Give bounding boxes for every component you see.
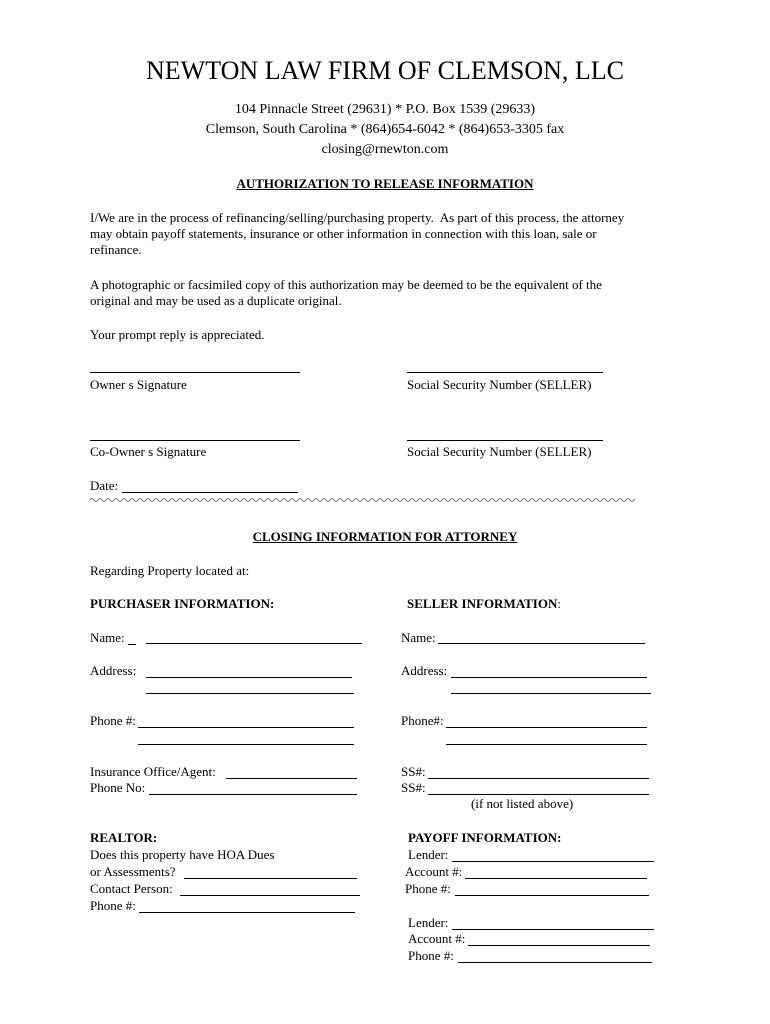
address-line: 104 Pinnacle Street (29631) * P.O. Box 1539 (29633) <box>234 102 536 117</box>
date-line[interactable] <box>122 492 298 493</box>
insurance-agent-field[interactable] <box>226 778 357 779</box>
payoff-heading: PAYOFF INFORMATION: <box>408 830 562 845</box>
seller-ss1-label: SS#: <box>401 764 426 779</box>
purchaser-name-field[interactable] <box>146 643 362 644</box>
realtor-heading: REALTOR: <box>90 830 158 845</box>
closing-heading: CLOSING INFORMATION FOR ATTORNEY <box>252 529 518 544</box>
lender1-field[interactable] <box>452 861 654 862</box>
seller-ss2-field[interactable] <box>428 794 649 795</box>
phone1-label: Phone #: <box>405 881 451 896</box>
authorization-heading: AUTHORIZATION TO RELEASE INFORMATION <box>236 176 534 191</box>
account1-field[interactable] <box>465 878 647 879</box>
account2-field[interactable] <box>468 945 650 946</box>
seller-phone-field-1[interactable] <box>446 727 647 728</box>
hoa-line2: or Assessments? <box>90 864 176 879</box>
seller-address-label: Address: <box>401 663 448 678</box>
ssn-line-1[interactable] <box>407 372 603 373</box>
realtor-phone-label: Phone #: <box>90 898 136 913</box>
seller-phone-field-2[interactable] <box>446 744 647 745</box>
not-listed-note: (if not listed above) <box>471 796 574 811</box>
seller-address-field-1[interactable] <box>451 677 647 678</box>
phone2-label: Phone #: <box>408 948 454 963</box>
date-label: Date: <box>90 478 119 493</box>
wavy-divider <box>90 497 635 503</box>
ssn-label-2: Social Security Number (SELLER) <box>407 444 592 459</box>
contact-person-field[interactable] <box>180 895 360 896</box>
purchaser-phone-label: Phone #: <box>90 713 136 728</box>
coowner-signature-label: Co-Owner s Signature <box>90 444 207 459</box>
email: closing@rnewton.com <box>321 142 449 157</box>
realtor-phone-field[interactable] <box>139 912 355 913</box>
purchaser-phone-field-1[interactable] <box>138 727 354 728</box>
seller-name-field[interactable] <box>438 643 645 644</box>
purchaser-address-field-2[interactable] <box>146 693 354 694</box>
seller-heading-colon: : <box>557 596 561 611</box>
insurance-agent-label: Insurance Office/Agent: <box>90 764 216 779</box>
para2-line1: A photographic or facsimiled copy of this authorization may be deemed to be the equivalent of the <box>90 277 602 292</box>
account2-label: Account #: <box>408 931 466 946</box>
lender1-label: Lender: <box>408 847 449 862</box>
para1-line3: refinance. <box>90 242 142 257</box>
ssn-line-2[interactable] <box>407 440 603 441</box>
coowner-signature-line[interactable] <box>90 440 300 441</box>
seller-phone-label: Phone#: <box>401 713 444 728</box>
property-label: Regarding Property located at: <box>90 563 250 578</box>
purchaser-heading: PURCHASER INFORMATION: <box>90 596 275 611</box>
phone1-field[interactable] <box>455 895 649 896</box>
insurance-phone-field[interactable] <box>149 794 357 795</box>
purchaser-phone-field-2[interactable] <box>138 744 354 745</box>
purchaser-name-label: Name: <box>90 630 125 645</box>
para1-line1: I/We are in the process of refinancing/selling/purchasing property. As part of this process, the attorney <box>90 210 625 225</box>
account1-label: Account #: <box>405 864 463 879</box>
hoa-line1: Does this property have HOA Dues <box>90 847 275 862</box>
hoa-field[interactable] <box>184 878 357 879</box>
seller-name-label: Name: <box>401 630 436 645</box>
para2-line2: original and may be used as a duplicate original. <box>90 293 342 308</box>
owner-signature-line[interactable] <box>90 372 300 373</box>
ssn-label-1: Social Security Number (SELLER) <box>407 377 592 392</box>
seller-address-field-2[interactable] <box>451 693 651 694</box>
phone2-field[interactable] <box>458 962 652 963</box>
para1-line2: may obtain payoff statements, insurance or other information in connection with this loan, sale or <box>90 226 597 241</box>
contact-line: Clemson, South Carolina * (864)654-6042 * (864)653-3305 fax <box>205 122 565 137</box>
owner-signature-label: Owner s Signature <box>90 377 187 392</box>
firm-name: NEWTON LAW FIRM OF CLEMSON, LLC <box>146 56 624 85</box>
lender2-field[interactable] <box>452 929 654 930</box>
seller-heading: SELLER INFORMATION <box>407 596 558 611</box>
purchaser-name-stub <box>128 644 136 645</box>
para3: Your prompt reply is appreciated. <box>90 327 265 342</box>
lender2-label: Lender: <box>408 915 449 930</box>
contact-person-label: Contact Person: <box>90 881 173 896</box>
seller-ss2-label: SS#: <box>401 780 426 795</box>
seller-ss1-field[interactable] <box>428 778 649 779</box>
purchaser-address-label: Address: <box>90 663 137 678</box>
insurance-phone-label: Phone No: <box>90 780 146 795</box>
seller-heading-wrap <box>407 596 561 612</box>
purchaser-address-field-1[interactable] <box>146 677 352 678</box>
